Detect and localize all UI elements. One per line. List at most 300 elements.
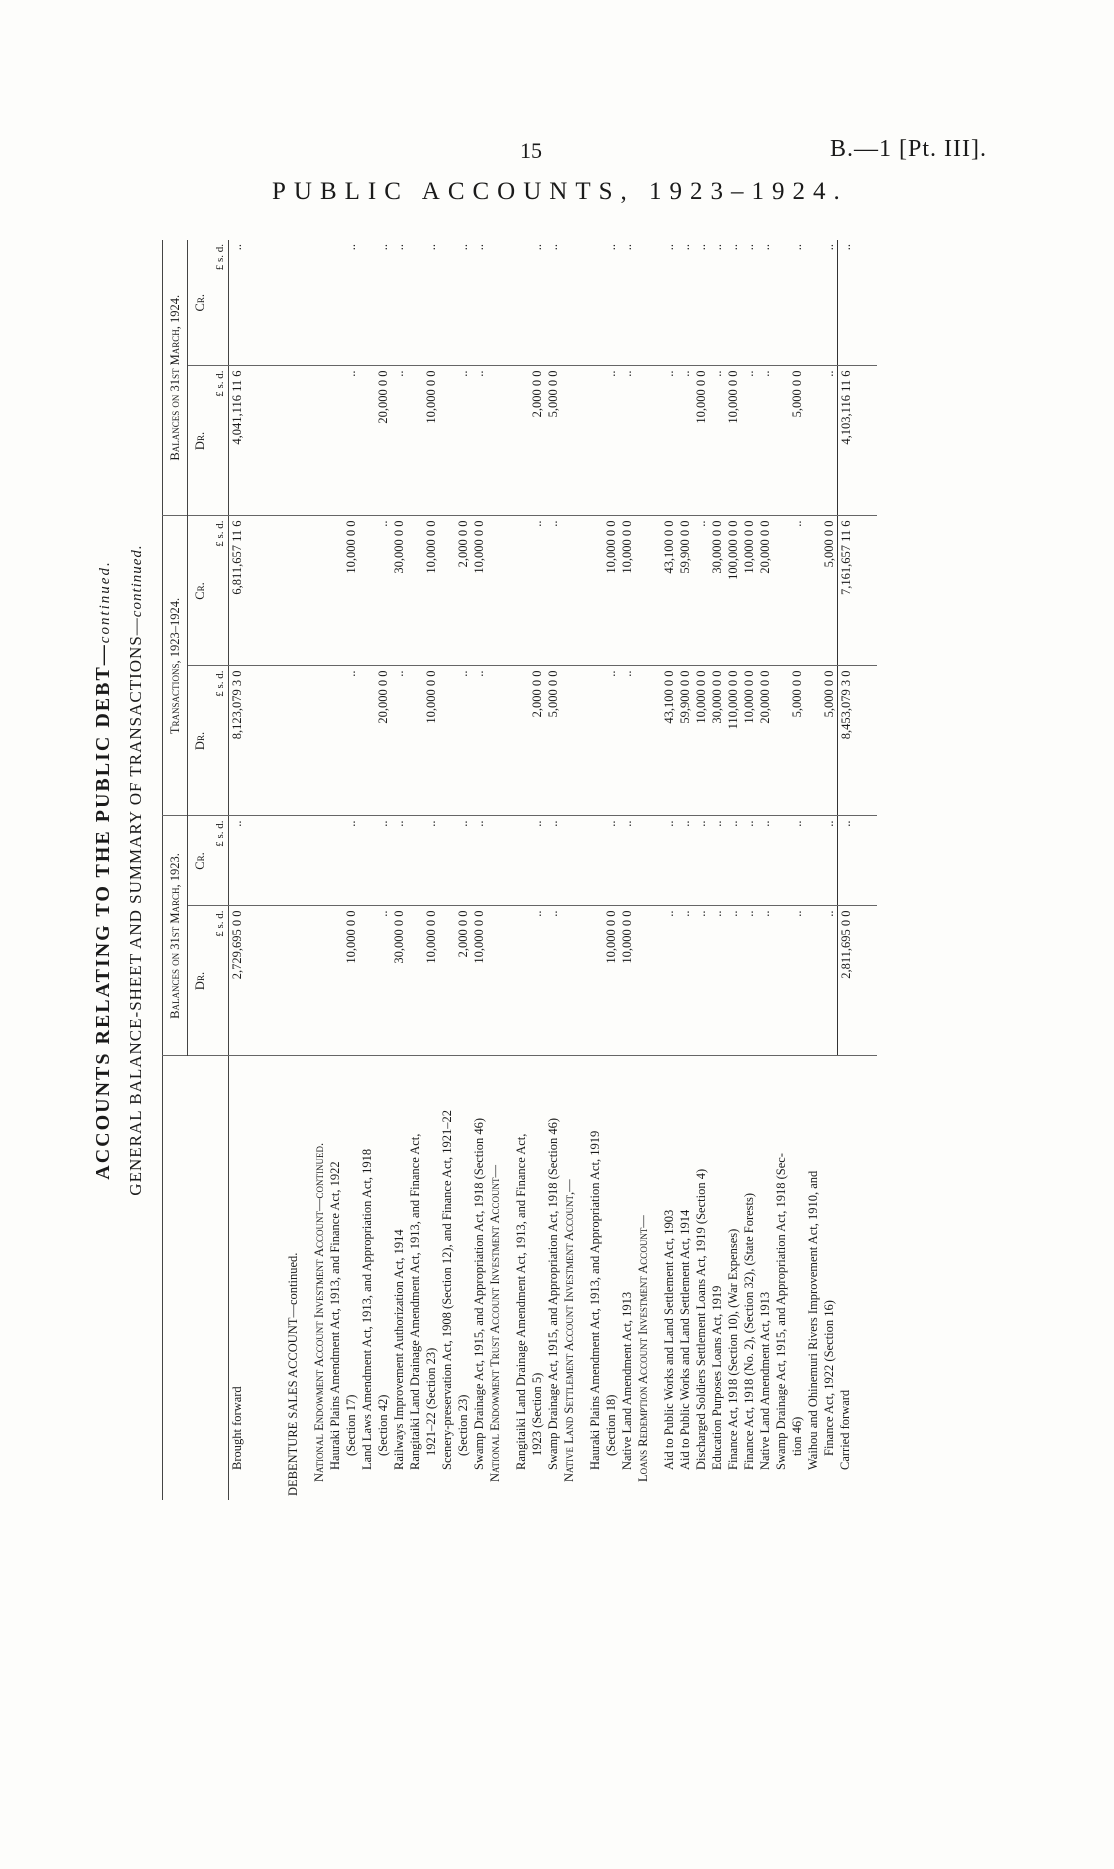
- amount-cell-f: 10,000 0 0: [693, 366, 709, 516]
- table-row: [725, 240, 741, 1500]
- table-row: [741, 240, 757, 1500]
- amount-cell-b: [327, 816, 343, 906]
- amount-cell-e: 30,000 0 0: [709, 516, 725, 666]
- amount-cell-b: [407, 816, 423, 906]
- row-description: Finance Act, 1922 (Section 16): [821, 1300, 836, 1456]
- amount-cell-a: [805, 906, 821, 1056]
- amount-cell-e: [773, 516, 789, 666]
- amount-cell-c: 10,000 0 0: [693, 666, 709, 816]
- amount-cell-c: ..: [619, 666, 635, 816]
- amount-cell-b: ..: [741, 816, 757, 906]
- amount-cell-g: ..: [529, 240, 545, 366]
- amount-cell-g: ..: [757, 240, 773, 366]
- ledger-body: [229, 240, 878, 1500]
- amount-cell-c: 10,000 0 0: [741, 666, 757, 816]
- amount-cell-f: [635, 366, 661, 516]
- amount-cell-e: [439, 516, 455, 666]
- document-reference: B.—1 [Pt. III].: [830, 136, 987, 162]
- amount-cell-b: ..: [677, 816, 693, 906]
- amount-cell-e: [359, 516, 375, 666]
- table-row: [757, 240, 773, 1500]
- row-description: Carried forward: [838, 1389, 852, 1470]
- row-description: National Endowment Trust Account Investment Account—: [487, 1164, 502, 1482]
- amount-cell-c: [587, 666, 603, 816]
- table-row: [635, 240, 661, 1500]
- row-description: Hauraki Plains Amendment Act, 1913, and Finance Act, 1922: [327, 1161, 342, 1470]
- table-row: [561, 240, 587, 1500]
- table-row: [805, 240, 821, 1500]
- lsd-header: £ s. d.: [212, 366, 229, 516]
- amount-cell-b: ..: [725, 816, 741, 906]
- amount-cell-g: [805, 240, 821, 366]
- amount-cell-f: 4,041,116 11 6: [229, 366, 285, 516]
- balance-sheet-table: [162, 240, 877, 1500]
- table-row: [661, 240, 677, 1500]
- row-description: tion 46): [789, 1416, 804, 1456]
- amount-cell-e: 10,000 0 0: [603, 516, 619, 666]
- amount-cell-c: 5,000 0 0: [821, 666, 838, 816]
- amount-cell-e: [561, 516, 587, 666]
- col-cr: Cr.: [188, 516, 213, 666]
- amount-cell-b: [635, 816, 661, 906]
- amount-cell-g: ..: [821, 240, 838, 366]
- amount-cell-e: [285, 516, 311, 666]
- amount-cell-c: [561, 666, 587, 816]
- amount-cell-f: ..: [619, 366, 635, 516]
- table-row: [587, 240, 603, 1500]
- amount-cell-a: ..: [789, 906, 805, 1056]
- amount-cell-a: [635, 906, 661, 1056]
- amount-cell-f: 5,000 0 0: [789, 366, 805, 516]
- row-description: Discharged Soldiers Settlement Loans Act, 1919 (Section 4): [693, 1168, 708, 1470]
- amount-cell-f: [805, 366, 821, 516]
- amount-cell-e: 100,000 0 0: [725, 516, 741, 666]
- amount-cell-f: 20,000 0 0: [375, 366, 391, 516]
- amount-cell-a: 10,000 0 0: [471, 906, 487, 1056]
- amount-cell-a: ..: [757, 906, 773, 1056]
- amount-cell-e: [487, 516, 513, 666]
- table-row: [391, 240, 407, 1500]
- amount-cell-e: 2,000 0 0: [455, 516, 471, 666]
- amount-cell-e: 20,000 0 0: [757, 516, 773, 666]
- amount-cell-a: ..: [375, 906, 391, 1056]
- table-row: [311, 240, 327, 1500]
- page-title: PUBLIC ACCOUNTS, 1923–1924.: [272, 178, 848, 205]
- amount-cell-g: ..: [741, 240, 757, 366]
- table-row: [773, 240, 789, 1500]
- amount-cell-b: ..: [229, 816, 285, 906]
- table-row: [789, 240, 805, 1500]
- amount-cell-e: 30,000 0 0: [391, 516, 407, 666]
- amount-cell-f: ..: [343, 366, 359, 516]
- amount-cell-g: ..: [661, 240, 677, 366]
- row-description: Swamp Drainage Act, 1915, and Appropriation Act, 1918 (Section 46): [545, 1117, 560, 1470]
- row-description: Scenery-preservation Act, 1908 (Section 12), and Finance Act, 1921–22: [439, 1110, 454, 1470]
- amount-cell-c: 2,000 0 0: [529, 666, 545, 816]
- amount-cell-b: ..: [391, 816, 407, 906]
- amount-cell-e: 7,161,657 11 6: [837, 516, 877, 666]
- row-description: (Section 42): [375, 1394, 390, 1456]
- amount-cell-f: 5,000 0 0: [545, 366, 561, 516]
- amount-cell-e: [587, 516, 603, 666]
- row-description: DEBENTURE SALES ACCOUNT—continued.: [285, 1252, 300, 1496]
- amount-cell-c: ..: [391, 666, 407, 816]
- amount-cell-f: [407, 366, 423, 516]
- amount-cell-f: ..: [821, 366, 838, 516]
- amount-cell-f: ..: [709, 366, 725, 516]
- amount-cell-c: [513, 666, 529, 816]
- amount-cell-b: ..: [661, 816, 677, 906]
- table-row: [487, 240, 513, 1500]
- amount-cell-f: ..: [455, 366, 471, 516]
- amount-cell-g: ..: [693, 240, 709, 366]
- row-description: Brought forward: [230, 1386, 244, 1470]
- row-description: 1923 (Section 5): [529, 1372, 544, 1456]
- amount-cell-a: [327, 906, 343, 1056]
- table-row: [455, 240, 471, 1500]
- table-row: [439, 240, 455, 1500]
- amount-cell-c: [487, 666, 513, 816]
- table-row: [677, 240, 693, 1500]
- amount-cell-c: 10,000 0 0: [423, 666, 439, 816]
- amount-cell-a: [311, 906, 327, 1056]
- amount-cell-g: [487, 240, 513, 366]
- amount-cell-f: ..: [603, 366, 619, 516]
- table-row: [471, 240, 487, 1500]
- amount-cell-a: ..: [693, 906, 709, 1056]
- lsd-header: £ s. d.: [212, 906, 229, 1056]
- amount-cell-g: [359, 240, 375, 366]
- amount-cell-e: [311, 516, 327, 666]
- amount-cell-e: 10,000 0 0: [619, 516, 635, 666]
- amount-cell-e: [513, 516, 529, 666]
- amount-cell-e: 10,000 0 0: [741, 516, 757, 666]
- table-row: [375, 240, 391, 1500]
- amount-cell-b: ..: [545, 816, 561, 906]
- col-cr: Cr.: [188, 240, 213, 366]
- amount-cell-a: 2,000 0 0: [455, 906, 471, 1056]
- amount-cell-g: [327, 240, 343, 366]
- row-description: (Section 18): [603, 1394, 618, 1456]
- amount-cell-c: ..: [603, 666, 619, 816]
- amount-cell-c: ..: [343, 666, 359, 816]
- amount-cell-a: 10,000 0 0: [343, 906, 359, 1056]
- amount-cell-b: ..: [837, 816, 877, 906]
- amount-cell-g: ..: [471, 240, 487, 366]
- amount-cell-c: ..: [455, 666, 471, 816]
- table-row: [603, 240, 619, 1500]
- amount-cell-g: [439, 240, 455, 366]
- amount-cell-e: 10,000 0 0: [471, 516, 487, 666]
- amount-cell-b: ..: [455, 816, 471, 906]
- amount-cell-g: [635, 240, 661, 366]
- row-description: Rangitaiki Land Drainage Amendment Act, 1913, and Finance Act,: [407, 1133, 422, 1470]
- amount-cell-g: [311, 240, 327, 366]
- amount-cell-a: 10,000 0 0: [603, 906, 619, 1056]
- amount-cell-f: [513, 366, 529, 516]
- amount-cell-b: ..: [619, 816, 635, 906]
- amount-cell-g: ..: [375, 240, 391, 366]
- amount-cell-e: 6,811,657 11 6: [229, 516, 285, 666]
- amount-cell-a: [487, 906, 513, 1056]
- lsd-header: £ s. d.: [212, 816, 229, 906]
- row-description: Land Laws Amendment Act, 1913, and Appropriation Act, 1918: [359, 1148, 374, 1470]
- amount-cell-b: [439, 816, 455, 906]
- row-description: (Section 17): [343, 1394, 358, 1456]
- amount-cell-b: [587, 816, 603, 906]
- amount-cell-a: [439, 906, 455, 1056]
- amount-cell-f: ..: [661, 366, 677, 516]
- amount-cell-a: ..: [741, 906, 757, 1056]
- row-description: Education Purposes Loans Act, 1919: [709, 1285, 724, 1470]
- amount-cell-e: 59,900 0 0: [677, 516, 693, 666]
- amount-cell-f: [487, 366, 513, 516]
- table-title-continued: continued.: [97, 560, 113, 644]
- amount-cell-g: ..: [709, 240, 725, 366]
- amount-cell-c: [327, 666, 343, 816]
- amount-cell-g: [513, 240, 529, 366]
- amount-cell-f: [327, 366, 343, 516]
- table-subtitle-continued: continued.: [129, 544, 145, 618]
- amount-cell-e: 10,000 0 0: [343, 516, 359, 666]
- amount-cell-g: ..: [789, 240, 805, 366]
- amount-cell-f: [359, 366, 375, 516]
- amount-cell-c: 8,453,079 3 0: [837, 666, 877, 816]
- row-description: Finance Act, 1918 (No. 2), (Section 32), (State Forests): [741, 1192, 756, 1470]
- page-number: 15: [520, 138, 542, 163]
- amount-cell-b: ..: [375, 816, 391, 906]
- amount-cell-a: ..: [725, 906, 741, 1056]
- amount-cell-b: [513, 816, 529, 906]
- group-header-1924: Balances on 31st March, 1924.: [163, 240, 188, 516]
- amount-cell-e: 5,000 0 0: [821, 516, 838, 666]
- amount-cell-c: [805, 666, 821, 816]
- amount-cell-f: 2,000 0 0: [529, 366, 545, 516]
- amount-cell-a: [513, 906, 529, 1056]
- table-row: [423, 240, 439, 1500]
- amount-cell-a: ..: [661, 906, 677, 1056]
- amount-cell-e: 10,000 0 0: [423, 516, 439, 666]
- row-description: Native Land Settlement Account Investment Account,—: [561, 1179, 576, 1482]
- amount-cell-g: ..: [229, 240, 285, 366]
- amount-cell-c: 5,000 0 0: [789, 666, 805, 816]
- amount-cell-c: 30,000 0 0: [709, 666, 725, 816]
- amount-cell-b: ..: [757, 816, 773, 906]
- row-description: Loans Redemption Account Investment Account—: [635, 1215, 650, 1482]
- amount-cell-a: 2,729,695 0 0: [229, 906, 285, 1056]
- amount-cell-b: [285, 816, 311, 906]
- amount-cell-g: ..: [343, 240, 359, 366]
- amount-cell-f: ..: [391, 366, 407, 516]
- row-description: Swamp Drainage Act, 1915, and Appropriation Act, 1918 (Sec-: [773, 1153, 788, 1470]
- amount-cell-c: [311, 666, 327, 816]
- col-dr: Dr.: [188, 366, 213, 516]
- amount-cell-a: [561, 906, 587, 1056]
- amount-cell-a: ..: [529, 906, 545, 1056]
- lsd-header: £ s. d.: [212, 240, 229, 366]
- table-row: [229, 240, 285, 1500]
- table-row: [821, 240, 838, 1500]
- amount-cell-b: ..: [423, 816, 439, 906]
- amount-cell-g: [587, 240, 603, 366]
- amount-cell-c: [285, 666, 311, 816]
- amount-cell-b: [561, 816, 587, 906]
- row-description: 1921–22 (Section 23): [423, 1347, 438, 1456]
- amount-cell-g: [773, 240, 789, 366]
- table-row: [513, 240, 529, 1500]
- amount-cell-e: [635, 516, 661, 666]
- amount-cell-f: [587, 366, 603, 516]
- row-description: (Section 23): [455, 1394, 470, 1456]
- amount-cell-e: ..: [375, 516, 391, 666]
- amount-cell-a: [285, 906, 311, 1056]
- amount-cell-a: 2,811,695 0 0: [837, 906, 877, 1056]
- group-header-transactions: Transactions, 1923–1924.: [163, 516, 188, 816]
- table-row: [619, 240, 635, 1500]
- amount-cell-g: ..: [545, 240, 561, 366]
- amount-cell-a: ..: [545, 906, 561, 1056]
- amount-cell-b: ..: [603, 816, 619, 906]
- amount-cell-b: ..: [471, 816, 487, 906]
- row-description: Swamp Drainage Act, 1915, and Appropriation Act, 1918 (Section 46): [471, 1117, 486, 1470]
- amount-cell-g: ..: [619, 240, 635, 366]
- col-cr: Cr.: [188, 816, 213, 906]
- amount-cell-a: ..: [821, 906, 838, 1056]
- amount-cell-c: [635, 666, 661, 816]
- amount-cell-a: 30,000 0 0: [391, 906, 407, 1056]
- amount-cell-g: [285, 240, 311, 366]
- table-title: [92, 240, 122, 1500]
- amount-cell-e: [327, 516, 343, 666]
- table-row: [709, 240, 725, 1500]
- row-description: Native Land Amendment Act, 1913: [757, 1291, 772, 1470]
- amount-cell-f: ..: [677, 366, 693, 516]
- table-subtitle: [126, 240, 150, 1500]
- row-description: Waihou and Ohinemuri Rivers Improvement Act, 1910, and: [805, 1170, 820, 1470]
- table-row: [327, 240, 343, 1500]
- amount-cell-b: ..: [343, 816, 359, 906]
- amount-cell-c: [773, 666, 789, 816]
- amount-cell-b: [773, 816, 789, 906]
- amount-cell-b: ..: [529, 816, 545, 906]
- amount-cell-a: [407, 906, 423, 1056]
- amount-cell-g: [407, 240, 423, 366]
- amount-cell-f: [561, 366, 587, 516]
- amount-cell-c: [407, 666, 423, 816]
- amount-cell-a: 10,000 0 0: [619, 906, 635, 1056]
- amount-cell-e: ..: [789, 516, 805, 666]
- amount-cell-f: ..: [757, 366, 773, 516]
- row-description: Hauraki Plains Amendment Act, 1913, and Appropriation Act, 1919: [587, 1130, 602, 1470]
- amount-cell-a: 10,000 0 0: [423, 906, 439, 1056]
- row-description: National Endowment Account Investment Account—continued.: [311, 1142, 326, 1482]
- amount-cell-c: 5,000 0 0: [545, 666, 561, 816]
- row-description: Rangitaiki Land Drainage Amendment Act, 1913, and Finance Act,: [513, 1133, 528, 1470]
- amount-cell-e: ..: [529, 516, 545, 666]
- amount-cell-e: [805, 516, 821, 666]
- table-row: [693, 240, 709, 1500]
- table-subtitle-main: GENERAL BALANCE-SHEET AND SUMMARY OF TRANSACTIONS—: [126, 617, 145, 1196]
- amount-cell-a: [359, 906, 375, 1056]
- amount-cell-g: ..: [423, 240, 439, 366]
- amount-cell-f: 4,103,116 11 6: [837, 366, 877, 516]
- row-description: Aid to Public Works and Land Settlement Act, 1903: [661, 1209, 676, 1470]
- amount-cell-b: [805, 816, 821, 906]
- row-description: Native Land Amendment Act, 1913: [619, 1291, 634, 1470]
- amount-cell-c: [359, 666, 375, 816]
- amount-cell-f: [285, 366, 311, 516]
- amount-cell-e: ..: [545, 516, 561, 666]
- amount-cell-f: [311, 366, 327, 516]
- col-dr: Dr.: [188, 666, 213, 816]
- amount-cell-g: ..: [837, 240, 877, 366]
- col-dr: Dr.: [188, 906, 213, 1056]
- lsd-header: £ s. d.: [212, 666, 229, 816]
- amount-cell-c: 8,123,079 3 0: [229, 666, 285, 816]
- row-description: Finance Act, 1918 (Section 10), (War Expenses): [725, 1228, 740, 1470]
- amount-cell-g: ..: [603, 240, 619, 366]
- amount-cell-b: ..: [821, 816, 838, 906]
- amount-cell-g: ..: [677, 240, 693, 366]
- amount-cell-c: 20,000 0 0: [757, 666, 773, 816]
- amount-cell-c: [439, 666, 455, 816]
- amount-cell-c: 43,100 0 0: [661, 666, 677, 816]
- amount-cell-f: [439, 366, 455, 516]
- table-row: [529, 240, 545, 1500]
- amount-cell-f: 10,000 0 0: [423, 366, 439, 516]
- amount-cell-c: 59,900 0 0: [677, 666, 693, 816]
- amount-cell-a: ..: [677, 906, 693, 1056]
- table-row: [343, 240, 359, 1500]
- amount-cell-f: [773, 366, 789, 516]
- lsd-header: £ s. d.: [212, 516, 229, 666]
- amount-cell-g: ..: [455, 240, 471, 366]
- table-row: [407, 240, 423, 1500]
- amount-cell-e: [407, 516, 423, 666]
- amount-cell-f: 10,000 0 0: [725, 366, 741, 516]
- amount-cell-g: ..: [725, 240, 741, 366]
- table-row: [837, 240, 877, 1500]
- amount-cell-g: [561, 240, 587, 366]
- rotated-ledger: [92, 240, 1012, 1500]
- table-row: [359, 240, 375, 1500]
- amount-cell-g: ..: [391, 240, 407, 366]
- row-description: Aid to Public Works and Land Settlement Act, 1914: [677, 1209, 692, 1470]
- amount-cell-a: [773, 906, 789, 1056]
- amount-cell-e: ..: [693, 516, 709, 666]
- row-description: Railways Improvement Authorization Act, 1914: [391, 1229, 406, 1470]
- amount-cell-b: ..: [709, 816, 725, 906]
- description-header: [163, 1056, 229, 1500]
- amount-cell-b: ..: [693, 816, 709, 906]
- amount-cell-b: [311, 816, 327, 906]
- amount-cell-b: [487, 816, 513, 906]
- amount-cell-c: ..: [471, 666, 487, 816]
- amount-cell-c: 110,000 0 0: [725, 666, 741, 816]
- group-header-1923: Balances on 31st March, 1923.: [163, 816, 188, 1056]
- amount-cell-c: 20,000 0 0: [375, 666, 391, 816]
- amount-cell-e: 43,100 0 0: [661, 516, 677, 666]
- amount-cell-b: [359, 816, 375, 906]
- amount-cell-f: ..: [471, 366, 487, 516]
- amount-cell-a: [587, 906, 603, 1056]
- table-title-main: ACCOUNTS RELATING TO THE PUBLIC DEBT—: [92, 643, 114, 1180]
- amount-cell-f: ..: [741, 366, 757, 516]
- amount-cell-b: ..: [789, 816, 805, 906]
- amount-cell-a: ..: [709, 906, 725, 1056]
- table-row: [545, 240, 561, 1500]
- table-row: [285, 240, 311, 1500]
